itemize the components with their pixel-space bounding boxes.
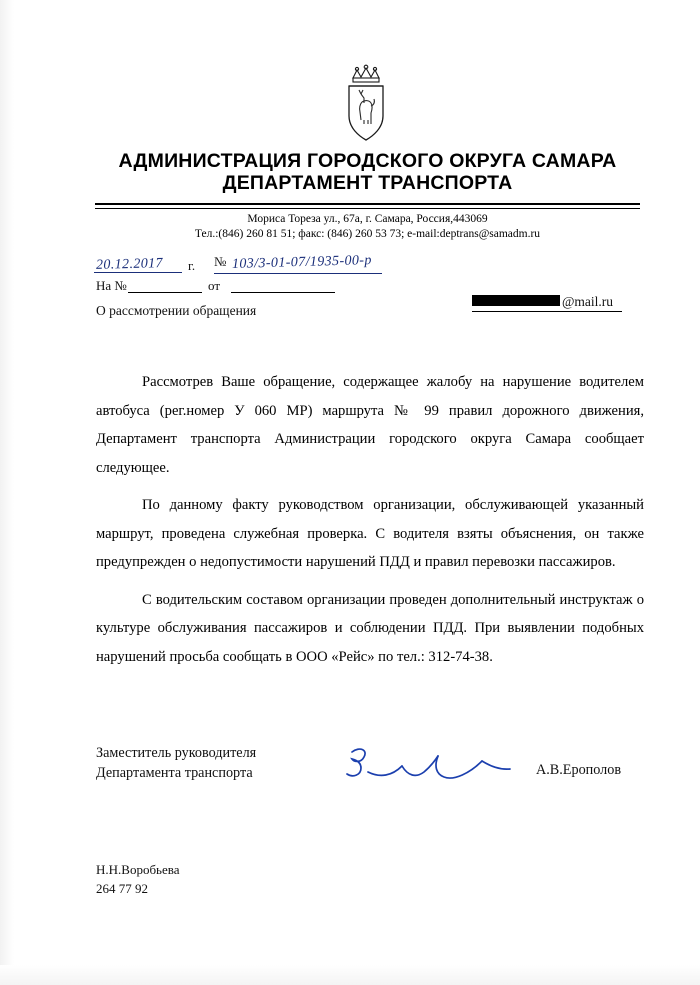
contact-phones: Тел.:(846) 260 81 51; факс: (846) 260 53 73; e-mail:deptrans@samadm.ru	[194, 228, 541, 240]
executor-phone: 264 77 92	[96, 881, 148, 896]
na-underline	[128, 292, 202, 293]
signer-title	[96, 743, 256, 783]
date-value: 20.12.2017	[95, 256, 164, 273]
executor-block	[96, 860, 180, 898]
scan-edge-bottom	[0, 965, 700, 985]
letter-body	[96, 368, 644, 680]
ot-label: от	[208, 278, 221, 293]
organization-header	[95, 150, 640, 194]
number-label: №	[214, 254, 227, 269]
body-paragraph-2: По данному факту руководством организации, обслуживающей указанный маршрут, проведена служебная проверка. С водителя взяты объяснения, он также предупрежден о недопустимости нарушений ПДД и правил перевозки пассажиров.	[96, 497, 644, 570]
subject-line: О рассмотрении обращения	[96, 303, 257, 318]
g-label: г.	[188, 258, 196, 273]
contact-address: Мориса Тореза ул., 67а, г. Самара, Россия,443069	[247, 213, 488, 225]
recipient-underline	[472, 311, 622, 312]
body-paragraph-1: Рассмотрев Ваше обращение, содержащее жалобу на нарушение водителем автобуса (рег.номер У 060 МР) маршрута № 99 правил дорожного движения, Департамент транспорта Администрации городского округа Самара сообщает следующее.	[96, 374, 644, 476]
na-label: На №	[96, 278, 127, 293]
date-field	[96, 256, 163, 273]
signer-title-line-1: Заместитель руководителя	[96, 745, 257, 761]
coat-of-arms-icon	[335, 62, 397, 144]
signer-title-line-2: Департамента транспорта	[96, 765, 253, 781]
executor-name: Н.Н.Воробьева	[96, 862, 180, 877]
recipient-redaction-bar	[472, 295, 560, 306]
organization-line-1: АДМИНИСТРАЦИЯ ГОРОДСКОГО ОКРУГА САМАРА	[118, 150, 617, 172]
header-divider	[95, 203, 640, 209]
contact-block	[95, 212, 640, 242]
number-field	[214, 254, 372, 271]
recipient-domain: @mail.ru	[562, 294, 614, 309]
scan-edge-left	[0, 0, 14, 985]
organization-line-2: ДЕПАРТАМЕНТ ТРАНСПОРТА	[222, 172, 513, 194]
signer-name: А.В.Ерополов	[536, 762, 622, 778]
body-paragraph-3: С водительским составом организации проведен дополнительный инструктаж о культуре обслуживания пассажиров и соблюдении ПДД. При выявлении подобных нарушений просьба сообщать в ООО «Рейс» по тел.: 312-74-38.	[96, 591, 644, 665]
number-underline	[214, 273, 382, 274]
number-value: 103/3-01-07/1935-00-р	[231, 253, 372, 272]
handwritten-signature	[330, 742, 535, 797]
ot-underline	[231, 292, 335, 293]
date-underline	[94, 272, 182, 273]
